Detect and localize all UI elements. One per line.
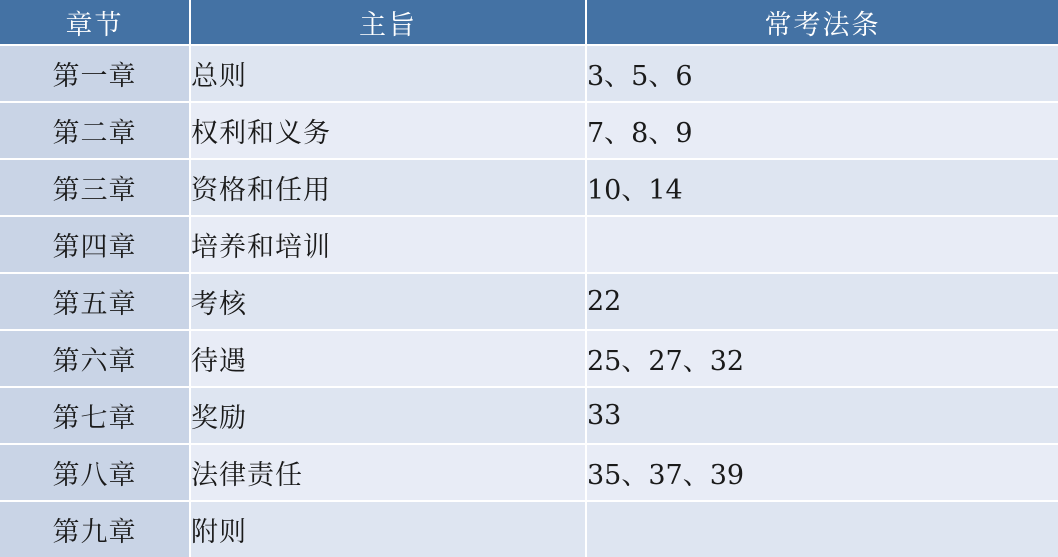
cell-chapter: 第九章 (0, 501, 190, 557)
table-header-row (0, 0, 1058, 45)
cell-chapter: 第四章 (0, 216, 190, 273)
table-row (0, 501, 1058, 557)
cell-chapter: 第五章 (0, 273, 190, 330)
column-header-articles: 常考法条 (586, 0, 1058, 45)
table-row (0, 45, 1058, 102)
cell-theme: 附则 (190, 501, 586, 557)
cell-articles: 3、5、6 (586, 45, 1058, 102)
cell-theme: 资格和任用 (190, 159, 586, 216)
cell-articles: 7、8、9 (586, 102, 1058, 159)
table-row (0, 159, 1058, 216)
cell-theme: 权利和义务 (190, 102, 586, 159)
table-row (0, 216, 1058, 273)
cell-chapter: 第一章 (0, 45, 190, 102)
cell-articles: 22 (586, 273, 1058, 330)
cell-theme: 待遇 (190, 330, 586, 387)
table-body (0, 45, 1058, 557)
cell-chapter: 第二章 (0, 102, 190, 159)
cell-theme: 奖励 (190, 387, 586, 444)
cell-chapter: 第八章 (0, 444, 190, 501)
cell-articles (586, 501, 1058, 557)
cell-theme: 培养和培训 (190, 216, 586, 273)
cell-articles: 25、27、32 (586, 330, 1058, 387)
table-row (0, 444, 1058, 501)
cell-theme: 总则 (190, 45, 586, 102)
table-header (0, 0, 1058, 45)
cell-chapter: 第六章 (0, 330, 190, 387)
cell-articles: 35、37、39 (586, 444, 1058, 501)
table-row (0, 387, 1058, 444)
table-row (0, 330, 1058, 387)
cell-chapter: 第七章 (0, 387, 190, 444)
cell-theme: 考核 (190, 273, 586, 330)
cell-theme: 法律责任 (190, 444, 586, 501)
cell-articles: 33 (586, 387, 1058, 444)
column-header-theme: 主旨 (190, 0, 586, 45)
cell-chapter: 第三章 (0, 159, 190, 216)
column-header-chapter: 章节 (0, 0, 190, 45)
cell-articles: 10、14 (586, 159, 1058, 216)
table-row (0, 273, 1058, 330)
table-row (0, 102, 1058, 159)
cell-articles (586, 216, 1058, 273)
